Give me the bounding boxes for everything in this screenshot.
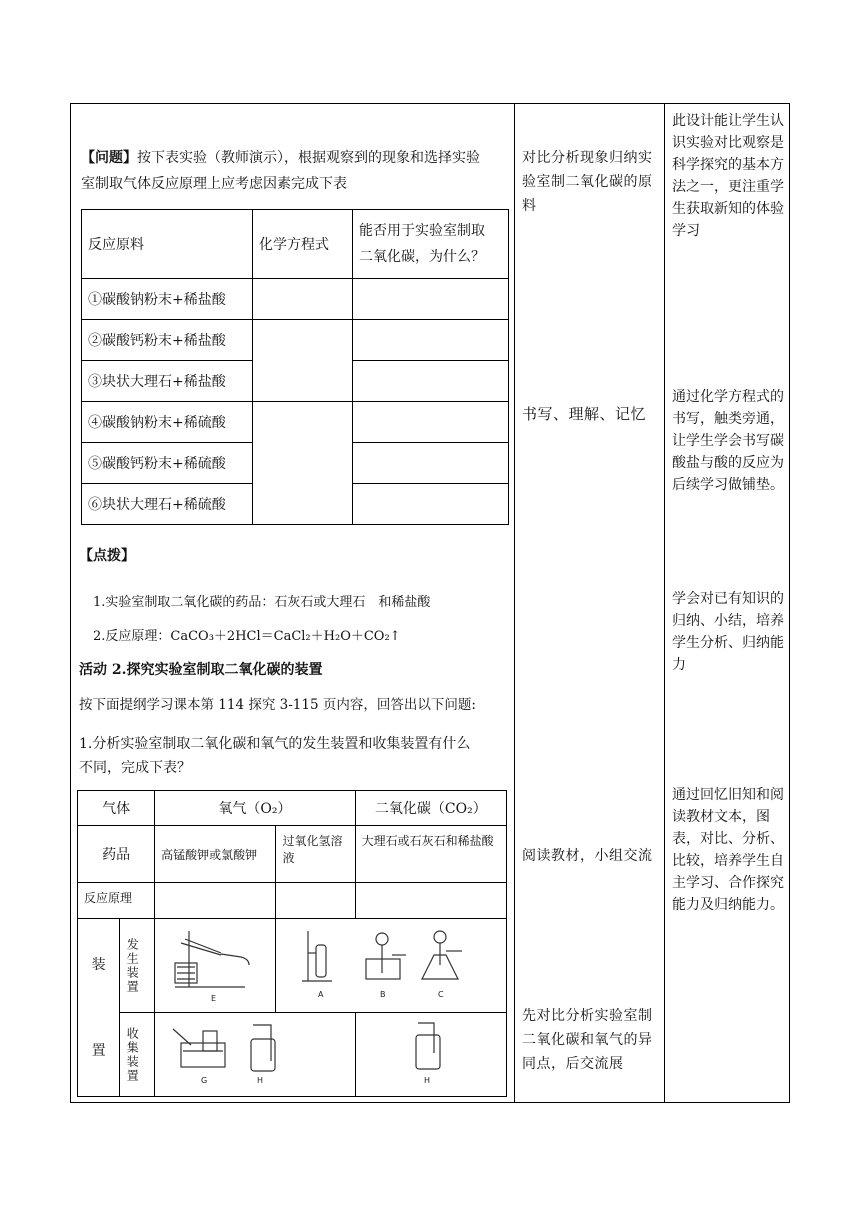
reagent-label: 药品 [78, 826, 155, 883]
problem-line-2: 室制取气体反应原理上应考虑因素完成下表 [81, 176, 347, 192]
row-material: ④碳酸钠粉末+稀硫酸 [82, 402, 253, 443]
generator-label [120, 919, 155, 1013]
problem-tag: 【问题】 [81, 150, 137, 166]
design-intent-4: 通过回忆旧知和阅读教材文本，图表，对比、分析、比较，培养学生自主学习、合作探究能力及归纳能力。 [672, 787, 784, 913]
row-equation[interactable] [253, 320, 353, 402]
student-activity-2: 书写、理解、记忆 [522, 405, 647, 423]
collector-label-text: 收集装置 [125, 1026, 140, 1083]
tip-line-1: 1.实验室制取二氧化碳的药品：石灰石或大理石 和稀盐酸 [93, 595, 431, 610]
design-intent-column [664, 104, 790, 1102]
reaction-table [81, 209, 509, 525]
question-1-line-2: 不同，完成下表？ [79, 760, 191, 776]
generator-co2 [276, 919, 507, 1013]
row-material: ③块状大理石+稀盐酸 [82, 361, 253, 402]
student-activity-3: 阅读教材，小组交流 [522, 848, 653, 864]
tip-title: 【点拨】 [79, 548, 135, 564]
design-intent-3: 学会对已有知识的归纳、小结，培养学生分析、归纳能力 [672, 591, 784, 673]
reagent-o2-a: 高锰酸钾或氯酸钾 [155, 826, 276, 883]
student-activity-4: 先对比分析实验室制二氧化碳和氧气的异同点，后交流展 [522, 1008, 653, 1072]
question-1-line-1: 1.分析实验室制取二氧化碳和氧气的发生装置和收集装置有什么 [79, 736, 471, 752]
co2-header: 二氧化碳（CO₂） [355, 791, 506, 826]
reagent-o2-b: 过氧化氢溶液 [276, 826, 355, 883]
label-A: A [318, 990, 324, 999]
row-equation[interactable] [253, 279, 353, 320]
student-activity-column [514, 104, 664, 1102]
collector-row [78, 1013, 507, 1097]
row-answer[interactable] [353, 402, 509, 443]
design-intent-2: 通过化学方程式的书写，触类旁通，让学生学会书写碳酸盐与酸的反应为后续学习做铺垫。 [672, 389, 784, 493]
principle-co2[interactable] [355, 883, 506, 919]
activity-title: 活动 2.探究实验室制取二氧化碳的装置 [79, 662, 323, 678]
label-H-co2: H [423, 1076, 430, 1085]
principle-label: 反应原理 [78, 883, 155, 919]
oxygen-header: 氧气（O₂） [155, 791, 355, 826]
reagent-row [78, 826, 507, 883]
main-column [71, 104, 514, 1102]
heating-apparatus-diagram [161, 925, 261, 1003]
label-H: H [257, 1076, 264, 1085]
principle-o2-a[interactable] [155, 883, 276, 919]
row-equation[interactable] [253, 402, 353, 525]
header-usable-line2: 二氧化碳，为什么？ [359, 249, 485, 265]
generator-apparatus-diagram [282, 925, 482, 1003]
gas-label: 气体 [78, 791, 155, 826]
principle-row [78, 883, 507, 919]
header-equation: 化学方程式 [253, 210, 353, 279]
row-answer[interactable] [353, 320, 509, 361]
device-label-a: 装 [91, 956, 106, 973]
header-usable [353, 210, 509, 279]
lesson-table [70, 103, 790, 1103]
row-material: ⑤碳酸钙粉末+稀硫酸 [82, 443, 253, 484]
device-label-b: 置 [91, 1042, 106, 1059]
label-G: G [201, 1076, 208, 1085]
row-answer[interactable] [353, 484, 509, 525]
row-material: ⑥块状大理石+稀硫酸 [82, 484, 253, 525]
design-intent-1: 此设计能让学生认识实验对比观察是科学探究的基本方法之一，更注重学生获取新知的体验学习 [672, 113, 784, 239]
table-row [82, 402, 509, 443]
row-material: ①碳酸钠粉末+稀盐酸 [82, 279, 253, 320]
generator-row [78, 919, 507, 1013]
collector-o2 [155, 1013, 355, 1097]
student-activity-1: 对比分析现象归纳实验室制二氧化碳的原料 [522, 150, 653, 214]
label-C: C [438, 990, 445, 999]
table-header-row [82, 210, 509, 279]
generator-o2-a [155, 919, 276, 1013]
header-material: 反应原料 [82, 210, 253, 279]
co2-collection-diagram [362, 1015, 482, 1091]
label-E: E [211, 994, 217, 1003]
apparatus-header-row [78, 791, 507, 826]
reagent-co2: 大理石或石灰石和稀盐酸 [355, 826, 506, 883]
label-B: B [380, 990, 386, 999]
problem-text: 按下表实验（教师演示），根据观察到的现象和选择实验 [137, 150, 480, 166]
o2-collection-diagram [161, 1015, 331, 1091]
table-row [82, 279, 509, 320]
generator-label-text: 发生装置 [125, 937, 140, 994]
device-label [78, 919, 120, 1097]
problem-line-1 [81, 146, 480, 171]
collector-co2 [355, 1013, 506, 1097]
tip-line-2: 2.反应原理：CaCO₃＋2HCl＝CaCl₂＋H₂O＋CO₂↑ [93, 629, 401, 644]
table-row [82, 320, 509, 361]
collector-label [120, 1013, 155, 1097]
header-usable-line1: 能否用于实验室制取 [359, 223, 485, 239]
principle-o2-b[interactable] [276, 883, 355, 919]
row-material: ②碳酸钙粉末+稀盐酸 [82, 320, 253, 361]
row-answer[interactable] [353, 361, 509, 402]
activity-intro: 按下面提纲学习课本第 114 探究 3-115 页内容，回答出以下问题: [79, 697, 476, 713]
apparatus-table [77, 790, 507, 1097]
row-answer[interactable] [353, 443, 509, 484]
row-answer[interactable] [353, 279, 509, 320]
